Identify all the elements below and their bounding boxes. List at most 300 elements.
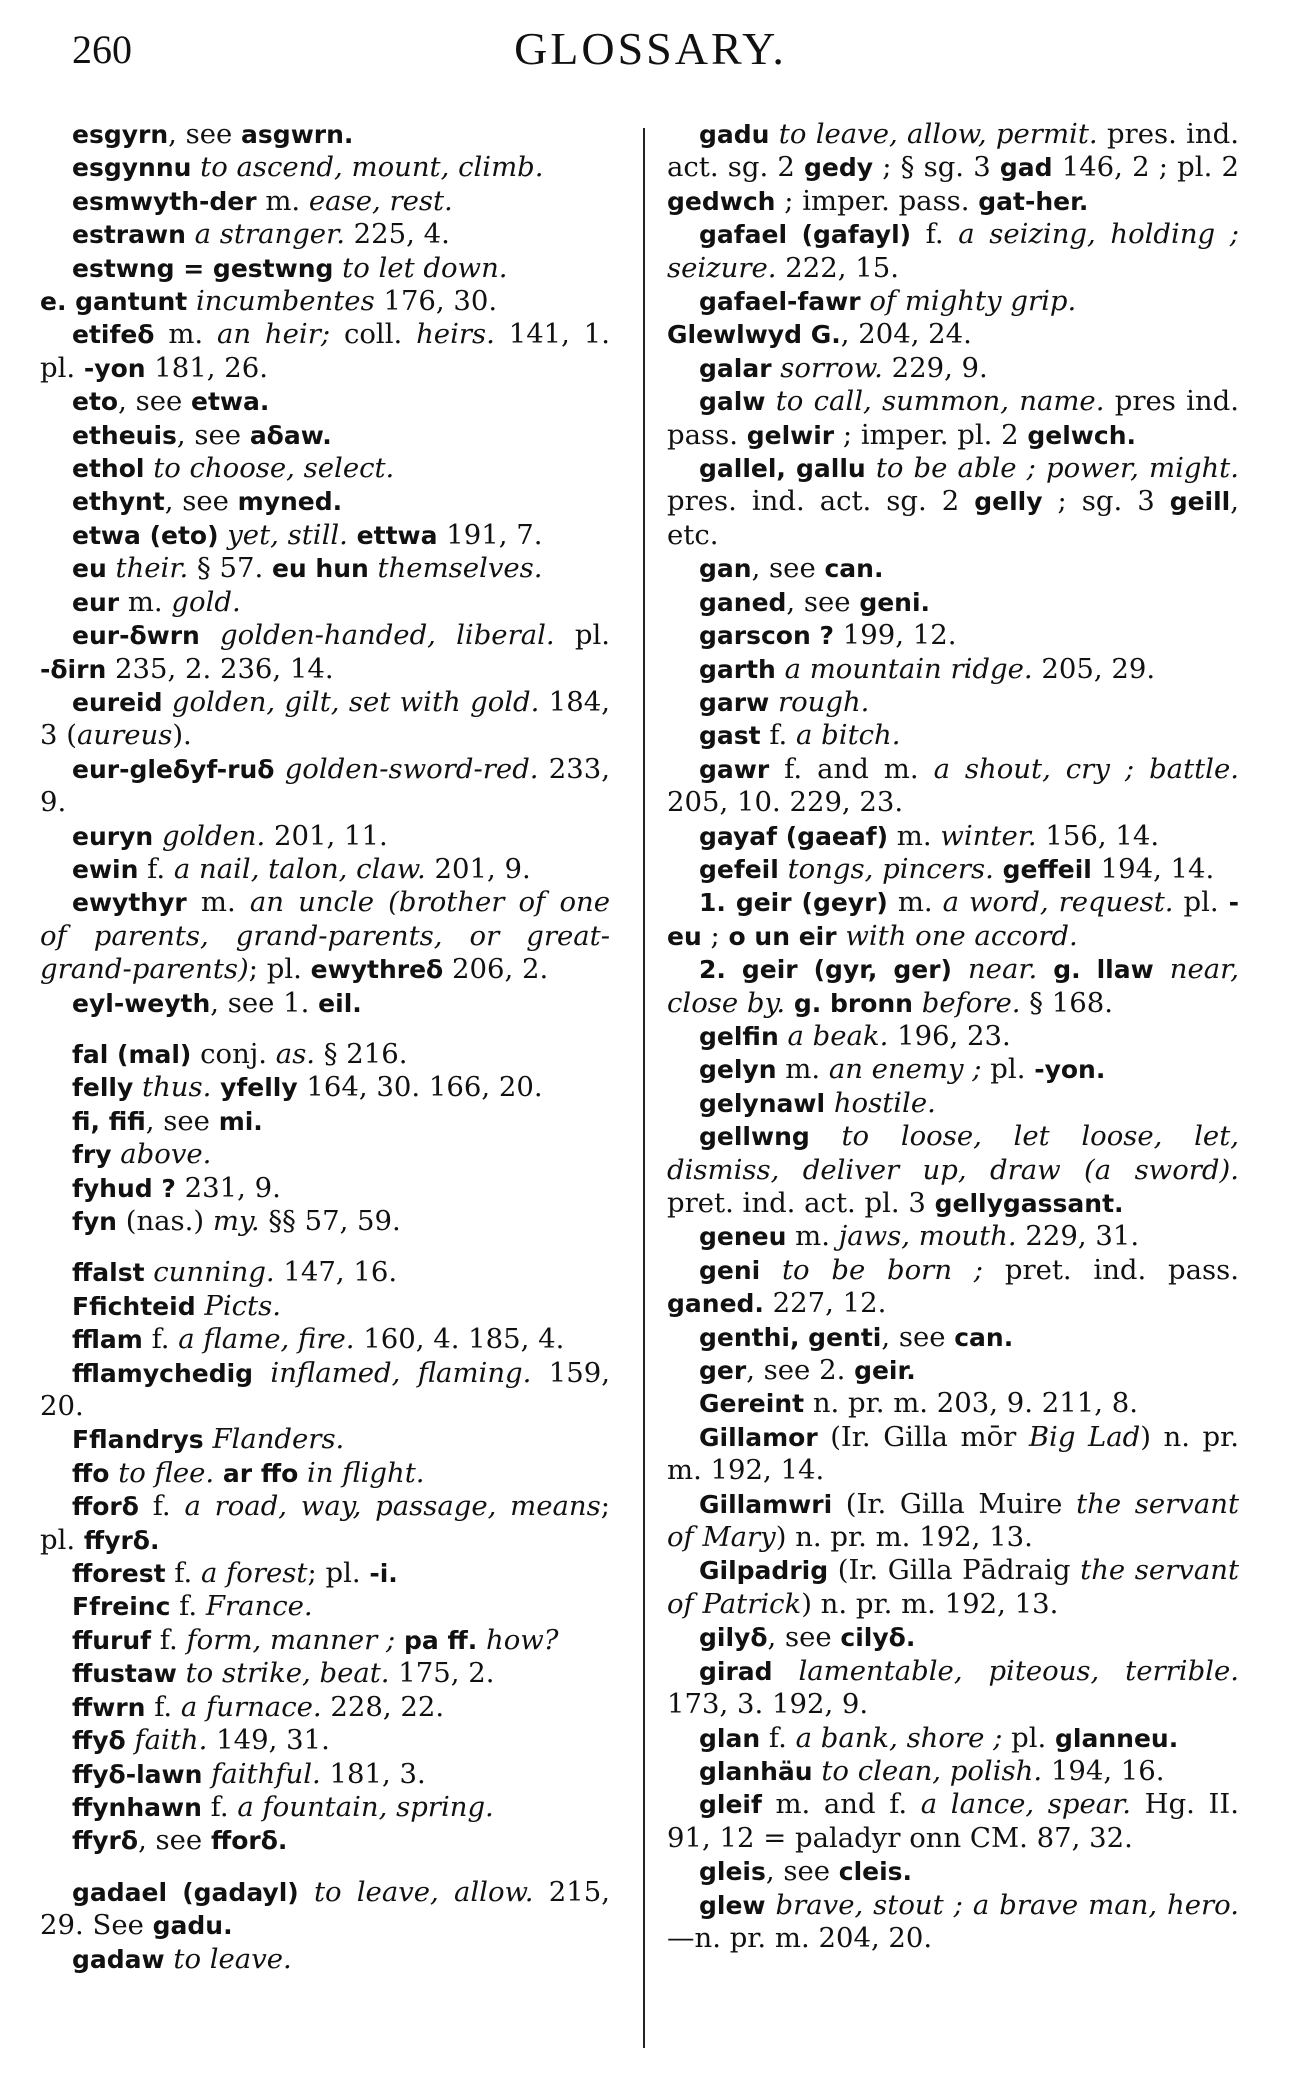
entry-text: m.	[154, 318, 217, 351]
glossary-entry	[40, 1624, 610, 1657]
glossary-entry	[667, 385, 1239, 452]
headword: -yon	[83, 353, 146, 383]
glossary-entry	[667, 719, 1239, 752]
headword: gadaw	[72, 1944, 165, 1974]
headword: ar ffo	[222, 1458, 299, 1488]
entry-text: 231, 9.	[175, 1171, 281, 1204]
entry-text: f.	[760, 1721, 796, 1754]
entry-text	[772, 352, 781, 384]
entry-text: 222, 15.	[776, 251, 899, 284]
definition: a flame, fire.	[178, 1323, 355, 1356]
entry-text	[348, 519, 357, 551]
headword: gelyn	[699, 1055, 777, 1085]
entry-text: , see 1.	[210, 986, 319, 1019]
headword: gan	[699, 554, 752, 584]
entry-text: , see	[751, 552, 825, 585]
headword: ffyδ-lawn	[72, 1759, 203, 1789]
entry-text	[333, 252, 342, 284]
headword: Gilpadrig	[699, 1556, 829, 1586]
glossary-entry	[667, 1755, 1239, 1788]
headword: gellwng	[699, 1122, 810, 1152]
entry-text: 225, 4.	[344, 218, 450, 251]
glossary-entry	[40, 853, 610, 886]
headword: gadu	[699, 120, 770, 149]
definition: a shout, cry ; battle.	[933, 752, 1239, 785]
headword: ffo	[72, 1458, 110, 1488]
entry-text: Hg. II. 91, 12 = paladyr onn CM. 87, 32.	[667, 1788, 1240, 1854]
definition: sorrow.	[780, 351, 883, 384]
definition: an uncle (brother of one of parents, grand-parents, or great-grand-parents)	[40, 886, 610, 986]
entry-text: n. pr. m. 203, 9. 211, 8.	[804, 1387, 1138, 1420]
definition: Big Lad	[1028, 1420, 1141, 1453]
definition: a word, request.	[942, 886, 1174, 919]
headword: gelwch.	[1027, 420, 1137, 450]
glossary-entry	[40, 185, 610, 218]
entry-text	[779, 853, 788, 885]
entry-text: f.	[760, 719, 797, 752]
definition: aureus	[76, 719, 173, 752]
entry-text: m.	[887, 886, 943, 919]
entry-text: f.	[170, 1590, 206, 1623]
glossary-entry	[667, 1855, 1239, 1888]
entry-text: , see	[168, 118, 242, 150]
glossary-entry	[667, 1053, 1239, 1086]
headword: ffyrδ	[72, 1826, 139, 1856]
entry-text: 191, 7.	[437, 518, 543, 551]
headword: ffustaw	[72, 1659, 177, 1689]
headword: 2. geir (gyr, ger)	[699, 955, 952, 985]
headword: fforest	[72, 1559, 166, 1589]
entry-text: 227, 12.	[763, 1287, 887, 1320]
page-number: 260	[72, 27, 132, 72]
headword: fflamychedig	[72, 1358, 254, 1388]
entry-text: , see	[145, 1104, 219, 1137]
entry-text: , see	[176, 418, 250, 451]
entry-text: ; imper. pass.	[775, 184, 979, 217]
headword: Ffichteid	[72, 1291, 196, 1321]
entry-text: m.	[786, 1220, 839, 1253]
entry-text	[177, 1657, 186, 1689]
entry-text: 175, 2.	[389, 1657, 495, 1690]
headword: 1. geir (geyr)	[699, 888, 888, 918]
glossary-entry	[40, 552, 610, 585]
glossary-entry	[40, 1105, 610, 1138]
headword: ffyδ	[72, 1726, 126, 1756]
headword: ettwa	[356, 520, 438, 550]
glossary-entry	[40, 151, 610, 184]
glossary-entry	[40, 218, 610, 251]
headword: gedy	[804, 153, 874, 183]
entry-text: m. and f.	[761, 1788, 921, 1821]
glossary-entry	[40, 586, 610, 619]
entry-text	[187, 285, 196, 317]
entry-text: m.	[888, 819, 941, 852]
glossary-entry	[40, 1791, 610, 1824]
entry-text: pres. ind. act. sg. 2	[667, 118, 1239, 184]
glossary-entry	[40, 1323, 610, 1356]
entry-text: coll.	[330, 318, 417, 351]
glossary-entry	[667, 1120, 1239, 1220]
entry-text	[219, 519, 228, 551]
definition: a mountain ridge.	[784, 652, 1033, 685]
definition: brave, stout ; a brave man, hero.	[775, 1888, 1239, 1921]
glossary-entry	[40, 1657, 610, 1690]
headword: ffalst	[72, 1258, 145, 1288]
glossary-entry	[667, 753, 1239, 820]
headword: pa ff.	[404, 1625, 478, 1655]
definition: before.	[921, 986, 1021, 1019]
glossary-entry	[40, 987, 610, 1020]
entry-text: 229, 31.	[1016, 1220, 1140, 1253]
definition: a forest	[200, 1557, 308, 1590]
headword: fforδ	[72, 1492, 139, 1522]
headword: fyhud ?	[72, 1173, 176, 1203]
glossary-entry	[667, 1488, 1239, 1555]
definition: to ascend, mount, climb.	[200, 151, 544, 184]
definition: a lance, spear.	[920, 1788, 1131, 1821]
entry-text: 228, 22.	[321, 1690, 445, 1723]
definition: golden, gilt, set with gold.	[171, 685, 540, 718]
definition: France.	[205, 1590, 313, 1623]
glossary-entry	[667, 1354, 1239, 1387]
entry-text: 205, 10. 229, 23.	[667, 786, 904, 819]
headword: ger	[699, 1356, 747, 1386]
entry-text	[769, 118, 778, 150]
headword: etwa.	[190, 387, 270, 417]
glossary-entry	[667, 285, 1239, 318]
headword: garscon ?	[699, 621, 834, 651]
glossary-entry	[40, 318, 610, 385]
entry-text: pl.	[1002, 1721, 1056, 1754]
definition: Picts.	[204, 1289, 281, 1322]
headword: asgwrn.	[241, 120, 354, 149]
definition: a nail, talon, claw.	[173, 852, 426, 885]
entry-text: f.	[201, 1790, 238, 1823]
entry-text	[810, 1120, 842, 1152]
entry-text: , see	[786, 585, 860, 618]
entry-text	[107, 552, 116, 584]
glossary-entry	[667, 452, 1239, 552]
glossary-entry	[40, 1256, 610, 1289]
entry-text: f. and m.	[769, 752, 934, 785]
glossary-entry	[40, 886, 610, 986]
headword: geill	[1169, 487, 1231, 517]
headword: gelfin	[699, 1021, 779, 1051]
headword: esmwyth-der	[72, 186, 257, 216]
glossary-entry	[40, 820, 610, 853]
entry-text: 194, 16.	[1042, 1754, 1165, 1787]
definition: a seizing, holding ; seizure.	[667, 218, 1240, 284]
definition: their.	[115, 552, 189, 585]
entry-text: 146, 2 ; pl. 2	[1052, 151, 1239, 184]
glossary-entry	[40, 252, 610, 285]
headword: geffeil	[1002, 854, 1092, 884]
entry-text: ).	[172, 719, 192, 752]
entry-text: 181, 3.	[320, 1757, 426, 1790]
headword: eureid	[72, 687, 163, 717]
headword: gilyδ	[699, 1623, 768, 1653]
headword: yfelly	[220, 1073, 298, 1103]
glossary-entry	[667, 853, 1239, 886]
headword: glew	[699, 1890, 766, 1920]
entry-text: f.	[151, 1623, 187, 1656]
entry-text	[369, 552, 378, 584]
definition: to leave, allow.	[313, 1875, 534, 1908]
page-title: GLOSSARY.	[514, 23, 787, 74]
glossary-entry	[40, 1490, 610, 1557]
headword: Fflandrys	[72, 1425, 204, 1455]
headword: -i.	[369, 1559, 398, 1589]
glossary-column-right	[667, 118, 1239, 1955]
entry-text: f.	[165, 1557, 201, 1590]
headword: gadael (gadayl)	[72, 1877, 299, 1907]
entry-text: 159, 20.	[40, 1356, 610, 1423]
definition: to choose, select.	[153, 452, 395, 485]
headword: gefeil	[699, 854, 779, 884]
glossary-entry	[667, 1655, 1239, 1722]
glossary-entry	[667, 1087, 1239, 1120]
entry-text: f.	[145, 1690, 181, 1723]
glossary-entry	[40, 419, 610, 452]
headword: -yon.	[1034, 1055, 1106, 1085]
entry-text	[144, 452, 153, 484]
headword: -eu	[667, 888, 1239, 951]
glossary-entry	[40, 1943, 610, 1976]
entry-text	[163, 686, 172, 718]
definition: to leave, allow, permit.	[778, 118, 1098, 150]
entry-text: f.	[142, 1323, 179, 1356]
glossary-entry	[667, 586, 1239, 619]
headword: gadu.	[152, 1911, 233, 1941]
headword: fflam	[72, 1325, 143, 1355]
headword: myned.	[237, 487, 343, 517]
headword: ewythreδ	[310, 955, 444, 985]
definition: ease, rest.	[308, 184, 453, 217]
definition: to leave.	[173, 1942, 292, 1975]
definition: how?	[485, 1623, 559, 1656]
entry-text: 205, 29.	[1032, 652, 1156, 685]
headword: fry	[72, 1140, 112, 1170]
glossary-entry	[667, 953, 1239, 1020]
entry-text	[211, 1071, 220, 1103]
glossary-entry	[40, 1172, 610, 1205]
entry-text	[773, 1655, 799, 1687]
headword: g. llaw	[1053, 955, 1154, 985]
headword: gafael (gafayl)	[699, 220, 912, 250]
definition: a bitch.	[796, 719, 901, 752]
entry-text: (Ir. Gilla mōr	[817, 1420, 1029, 1453]
headword: ganed.	[667, 1289, 764, 1319]
glossary-entry	[667, 1254, 1239, 1321]
entry-text	[299, 1876, 314, 1908]
headword: genthi, genti	[699, 1322, 882, 1352]
glossary-entry	[40, 1691, 610, 1724]
headword: ffuruf	[72, 1625, 152, 1655]
headword: geni	[699, 1255, 761, 1285]
glossary-entry	[40, 1071, 610, 1104]
glossary-entry	[40, 1590, 610, 1623]
entry-text: f.	[138, 852, 174, 885]
entry-text	[866, 452, 876, 484]
headword: etheuis	[72, 420, 177, 450]
definition: thus.	[142, 1071, 212, 1104]
headword: gellygassant.	[934, 1189, 1124, 1218]
glossary-entry	[667, 1788, 1239, 1855]
entry-text	[186, 218, 195, 250]
entry-text: §§ 57, 59.	[259, 1205, 401, 1237]
glossary-entry	[40, 1290, 610, 1323]
headword: ffynhawn	[72, 1792, 202, 1822]
headword: Gillamor	[699, 1422, 818, 1452]
headword: e. gantunt	[40, 287, 188, 317]
entry-text	[1037, 953, 1053, 985]
definition: themselves.	[377, 552, 543, 585]
headword: geni.	[859, 587, 931, 617]
entry-text: 184, 3 (	[40, 685, 610, 752]
definition: the servant of Mary	[667, 1487, 1239, 1554]
definition: of mighty grip.	[869, 285, 1077, 318]
headword: galw	[699, 387, 766, 417]
entry-text	[477, 1624, 486, 1656]
headword: eyl-weyth	[72, 988, 211, 1018]
entry-text: (Ir. Gilla Muire	[832, 1487, 1077, 1520]
glossary-entry	[667, 352, 1239, 385]
glossary-entry	[667, 318, 1239, 351]
glossary-entry	[40, 285, 610, 318]
definition: incumbentes	[195, 285, 375, 318]
definition: my.	[212, 1205, 260, 1237]
entry-text: (Ir. Gilla Pādraig	[828, 1554, 1081, 1587]
headword: can.	[824, 554, 884, 584]
entry-text: 229, 9.	[882, 351, 988, 384]
entry-text	[760, 1254, 782, 1286]
headword: Gillamwri	[699, 1489, 833, 1519]
glossary-entry	[40, 1824, 610, 1857]
definition: a stranger.	[194, 218, 345, 251]
column-divider	[643, 128, 645, 2048]
entry-text: 194, 14.	[1091, 852, 1215, 885]
entry-text: m.	[776, 1053, 829, 1086]
definition: an enemy ;	[828, 1053, 982, 1086]
entry-text: f.	[911, 218, 959, 251]
entry-text	[913, 987, 922, 1019]
entry-text	[837, 920, 846, 952]
definition: heirs.	[416, 318, 495, 351]
definition: hostile.	[833, 1086, 936, 1119]
entry-text: ; § sg. 3	[873, 151, 1000, 184]
entry-text: ; pl.	[40, 1490, 610, 1556]
headword: gleis	[699, 1857, 766, 1887]
headword: ffwrn	[72, 1692, 146, 1722]
definition: jaws, mouth.	[838, 1220, 1017, 1253]
glossary-entry	[667, 1220, 1239, 1253]
entry-text: 199, 12.	[833, 619, 957, 652]
entry-text: —n. pr. m. 204, 20.	[667, 1921, 933, 1954]
headword: eur-δwrn	[72, 621, 200, 651]
entry-text: m.	[256, 184, 309, 217]
entry-text: f.	[138, 1490, 185, 1523]
entry-text: 141, 1. pl.	[40, 318, 610, 384]
glossary-entry	[40, 1758, 610, 1791]
glossary-entry	[667, 886, 1239, 953]
entry-text	[765, 385, 775, 417]
headword: fal (mal)	[72, 1039, 192, 1069]
glossary-entry	[667, 1722, 1239, 1755]
headword: ganed	[699, 587, 787, 617]
entry-text: ; imper. pl. 2	[834, 418, 1028, 451]
glossary-entry	[40, 753, 610, 820]
headword: gedwch	[667, 186, 776, 216]
definition: Flanders.	[212, 1423, 345, 1456]
entry-text: ) n. pr. m. 192, 14.	[667, 1420, 1239, 1487]
definition: form, manner ;	[186, 1623, 396, 1656]
glossary-entry	[667, 653, 1239, 686]
headword: girad	[699, 1656, 773, 1686]
headword: mi.	[218, 1106, 263, 1136]
entry-text	[785, 987, 794, 1019]
headword: ffyrδ.	[83, 1525, 160, 1555]
definition: yet, still.	[227, 518, 348, 551]
definition: near.	[967, 953, 1038, 986]
headword: eto	[72, 387, 119, 417]
entry-text: , see	[881, 1320, 955, 1353]
entry-text: (nas.)	[116, 1205, 213, 1237]
entry-text	[769, 686, 778, 718]
headword: gast	[699, 721, 761, 751]
entry-text: 196, 23.	[888, 1019, 1011, 1052]
glossary-entry	[40, 485, 610, 518]
entry-text	[153, 820, 162, 852]
entry-text: , etc.	[667, 485, 1239, 551]
headword: -δirn	[40, 654, 107, 684]
definition: in flight.	[307, 1456, 425, 1489]
definition: above.	[120, 1138, 212, 1171]
headword: Gereint	[699, 1389, 805, 1419]
entry-text	[825, 1087, 834, 1119]
glossary-entry	[40, 1357, 610, 1424]
definition: to loose, let loose, let, dismiss, deliver up, draw (a sword).	[667, 1120, 1239, 1186]
headword: felly	[72, 1073, 134, 1103]
entry-text: , see	[138, 1824, 211, 1857]
headword: eu hun	[271, 554, 369, 584]
definition: lamentable, piteous, terrible.	[798, 1654, 1239, 1687]
entry-text: ) n. pr. m. 192, 13.	[801, 1587, 1059, 1620]
headword: estrawn	[72, 220, 186, 250]
headword: Glewlwyd G.	[667, 320, 841, 350]
glossary-entry	[667, 686, 1239, 719]
headword: garth	[699, 654, 776, 684]
definition: to be born ;	[782, 1253, 984, 1286]
glossary-entry	[40, 619, 610, 686]
entry-text	[109, 1457, 118, 1489]
headword: estwng = gestwng	[72, 253, 334, 283]
glossary-entry	[40, 1557, 610, 1590]
glossary-entry	[667, 1889, 1239, 1956]
headword: garw	[699, 687, 770, 717]
entry-text	[253, 1357, 270, 1389]
definition: the servant of Patrick	[667, 1554, 1239, 1620]
entry-text	[779, 1020, 788, 1052]
definition: tongs, pincers.	[787, 852, 994, 885]
headword: geir.	[854, 1356, 916, 1386]
headword: ewin	[72, 854, 139, 884]
glossary-entry	[667, 118, 1239, 218]
entry-text: m.	[186, 886, 250, 919]
entry-text: , see	[767, 1621, 841, 1654]
glossary-entry	[667, 1554, 1239, 1621]
glossary-entry	[40, 1038, 610, 1071]
headword: euryn	[72, 821, 154, 851]
